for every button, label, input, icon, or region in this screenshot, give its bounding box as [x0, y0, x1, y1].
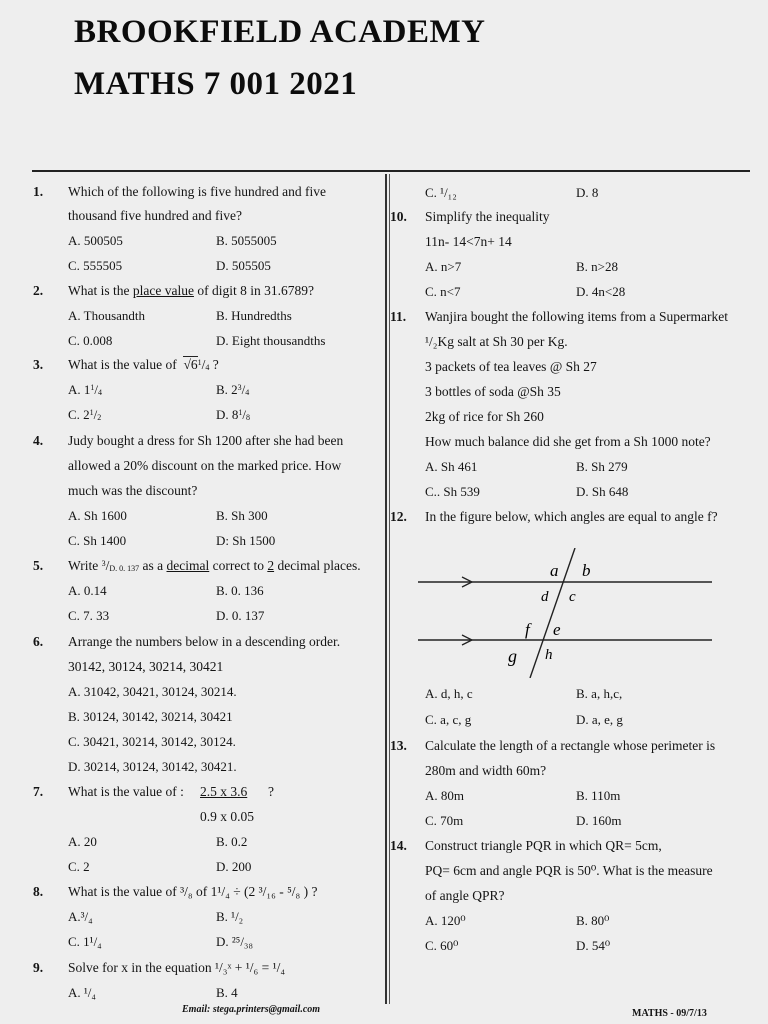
question-text: What is the value of : [68, 784, 184, 799]
option-d[interactable]: D. Sh 648 [576, 484, 629, 499]
exam-title: MATHS 7 001 2021 [74, 66, 358, 102]
option-a[interactable]: A. 20 [68, 834, 97, 849]
angle-label-e: e [553, 620, 561, 639]
angle-label-c: c [569, 589, 576, 605]
question-number: 2. [33, 283, 44, 298]
option-b[interactable]: B. 5055005 [216, 233, 277, 248]
option-d[interactable]: D. 8 [576, 185, 599, 200]
angle-label-b: b [582, 561, 591, 580]
angle-label-d: d [541, 589, 549, 605]
question-text: What is the value of ³/₈ of 1¹/₄ ÷ (2 ³/₁₆ - ⁵/₈ ) ? [68, 884, 318, 899]
option-a[interactable]: A. d, h, c [425, 686, 473, 701]
question-text: 11n- 14<7n+ 14 [425, 234, 512, 249]
question-text: Which of the following is five hundred and five [68, 184, 326, 199]
option-b[interactable]: B. 110m [576, 788, 621, 803]
question-text: Wanjira bought the following items from a Supermarket [425, 309, 728, 324]
angle-label-f: f [525, 620, 530, 639]
question-number: 11. [390, 309, 407, 324]
option-b[interactable]: B. n>28 [576, 259, 619, 274]
option-a[interactable]: A. 500505 [68, 233, 123, 248]
option-c[interactable]: C. n<7 [425, 284, 461, 299]
option-d[interactable]: D. 505505 [216, 258, 271, 273]
option-c[interactable]: C. 1¹/₄ [68, 934, 102, 949]
question-text: ? [268, 784, 274, 799]
question-text: Solve for x in the equation ¹/₃ˣ + ¹/₆ = ¹/₄ [68, 960, 286, 975]
question-number: 12. [390, 509, 407, 524]
question-text: What is the value of $√6^1/_4$ ? [68, 357, 219, 372]
question-text: 3 packets of tea leaves @ Sh 27 [425, 359, 597, 374]
option-c[interactable]: C. 7. 33 [68, 608, 110, 623]
question-number: 13. [390, 738, 407, 753]
question-text: What is the place value of digit 8 in 31.6789? [68, 283, 314, 298]
option-b[interactable]: B. 80⁰ [576, 913, 610, 928]
option-a[interactable]: A. Sh 1600 [68, 508, 127, 523]
question-text: Write $^3/_{D. 0. 137}$ as a decimal correct to 2 decimal places. [68, 558, 361, 573]
option-b[interactable]: B. Sh 279 [576, 459, 628, 474]
question-text: ¹/₂Kg salt at Sh 30 per Kg. [425, 334, 568, 349]
option-d[interactable]: D. 160m [576, 813, 622, 828]
option-d[interactable]: D. 0. 137 [216, 608, 265, 623]
option-d[interactable]: D. 200 [216, 859, 252, 874]
option-a[interactable]: A. n>7 [425, 259, 462, 274]
question-number: 8. [33, 884, 44, 899]
question-text: Construct triangle PQR in which QR= 5cm, [425, 838, 662, 853]
option-c[interactable]: C. 60⁰ [425, 938, 459, 953]
option-a[interactable]: A. 120⁰ [425, 913, 466, 928]
option-a[interactable]: A. Thousandth [68, 308, 146, 323]
option-d[interactable]: D: Sh 1500 [216, 533, 276, 548]
question-text: 30142, 30124, 30214, 30421 [68, 659, 224, 674]
question-text: Judy bought a dress for Sh 1200 after she had been [68, 433, 344, 448]
option-c[interactable]: C. 0.008 [68, 333, 113, 348]
option-a[interactable]: A. $1^1/_4$ [68, 382, 103, 397]
angle-label-g: g [508, 646, 517, 666]
option-b[interactable]: B. 0. 136 [216, 583, 264, 598]
option-b[interactable]: B. Hundredths [216, 308, 292, 323]
column-divider-inner [389, 174, 390, 1004]
option-b[interactable]: B. Sh 300 [216, 508, 268, 523]
question-number: 6. [33, 634, 44, 649]
question-text: Calculate the length of a rectangle whose perimeter is [425, 738, 716, 753]
question-text: Arrange the numbers below in a descending order. [68, 634, 341, 649]
option-b[interactable]: B. 30124, 30142, 30214, 30421 [68, 709, 233, 724]
question-text: 2kg of rice for Sh 260 [425, 409, 544, 424]
header-divider [32, 170, 750, 172]
option-d[interactable]: D. $8^1/_8$ [216, 407, 251, 422]
option-c[interactable]: C. 555505 [68, 258, 123, 273]
question-text: How much balance did she get from a Sh 1000 note? [425, 434, 711, 449]
angle-label-h: h [545, 647, 553, 663]
option-b[interactable]: B. a, h,c, [576, 686, 623, 701]
question-number: 3. [33, 357, 44, 372]
option-d[interactable]: D. ²⁵/₃₈ [216, 934, 253, 949]
option-a[interactable]: A. 31042, 30421, 30124, 30214. [68, 684, 237, 699]
question-text: In the figure below, which angles are equal to angle f? [425, 509, 718, 524]
question-number: 10. [390, 209, 407, 224]
option-d[interactable]: D. a, e, g [576, 712, 623, 727]
column-divider [385, 174, 387, 1004]
fraction-denominator: 0.9 x 0.05 [200, 809, 254, 824]
question-text: 3 bottles of soda @Sh 35 [425, 384, 561, 399]
question-text: of angle QPR? [425, 888, 505, 903]
question-text: 280m and width 60m? [425, 763, 547, 778]
option-c[interactable]: C. 2 [68, 859, 90, 874]
option-b[interactable]: B. 0.2 [216, 834, 248, 849]
angle-label-a: a [550, 561, 559, 580]
option-a[interactable]: A. 80m [425, 788, 464, 803]
question-number: 9. [33, 960, 44, 975]
option-b[interactable]: B. $2^3/_4$ [216, 382, 250, 397]
footer-code: MATHS - 09/7/13 [632, 1008, 707, 1019]
question-text: PQ= 6cm and angle PQR is 50⁰. What is the measure [425, 863, 713, 878]
question-number: 7. [33, 784, 44, 799]
question-number: 4. [33, 433, 44, 448]
option-d[interactable]: D. Eight thousandths [216, 333, 326, 348]
option-c[interactable]: C.. Sh 539 [425, 484, 480, 499]
question-text: much was the discount? [68, 483, 198, 498]
option-c[interactable]: C. 30421, 30214, 30142, 30124. [68, 734, 236, 749]
option-c[interactable]: C. 70m [425, 813, 464, 828]
question-number: 1. [33, 184, 44, 199]
option-c[interactable]: C. ¹/₁₂ [425, 185, 457, 200]
option-b[interactable]: B. 4 [216, 985, 238, 1000]
school-name: BROOKFIELD ACADEMY [74, 14, 486, 50]
question-number: 5. [33, 558, 44, 573]
option-a[interactable]: A. ¹/₄ [68, 985, 96, 1000]
fraction-numerator: 2.5 x 3.6 [200, 784, 248, 799]
option-d[interactable]: D. 54⁰ [576, 938, 611, 953]
option-c[interactable]: C. a, c, g [425, 712, 472, 727]
question-number: 14. [390, 838, 407, 853]
question-text: thousand five hundred and five? [68, 208, 242, 223]
option-a[interactable]: A. 0.14 [68, 583, 107, 598]
question-text: Simplify the inequality [425, 209, 550, 224]
parallel-lines-figure [410, 548, 720, 678]
option-a[interactable]: A. Sh 461 [425, 459, 478, 474]
option-d[interactable]: D. 4n<28 [576, 284, 626, 299]
option-b[interactable]: B. ¹/₂ [216, 909, 244, 924]
option-c[interactable]: C. $2^1/_2$ [68, 407, 102, 422]
footer-email: Email: stega.printers@gmail.com [182, 1004, 321, 1015]
question-text: allowed a 20% discount on the marked price. How [68, 458, 342, 473]
option-d[interactable]: D. 30214, 30124, 30142, 30421. [68, 759, 237, 774]
option-a[interactable]: A.³/₄ [68, 909, 93, 924]
option-c[interactable]: C. Sh 1400 [68, 533, 127, 548]
